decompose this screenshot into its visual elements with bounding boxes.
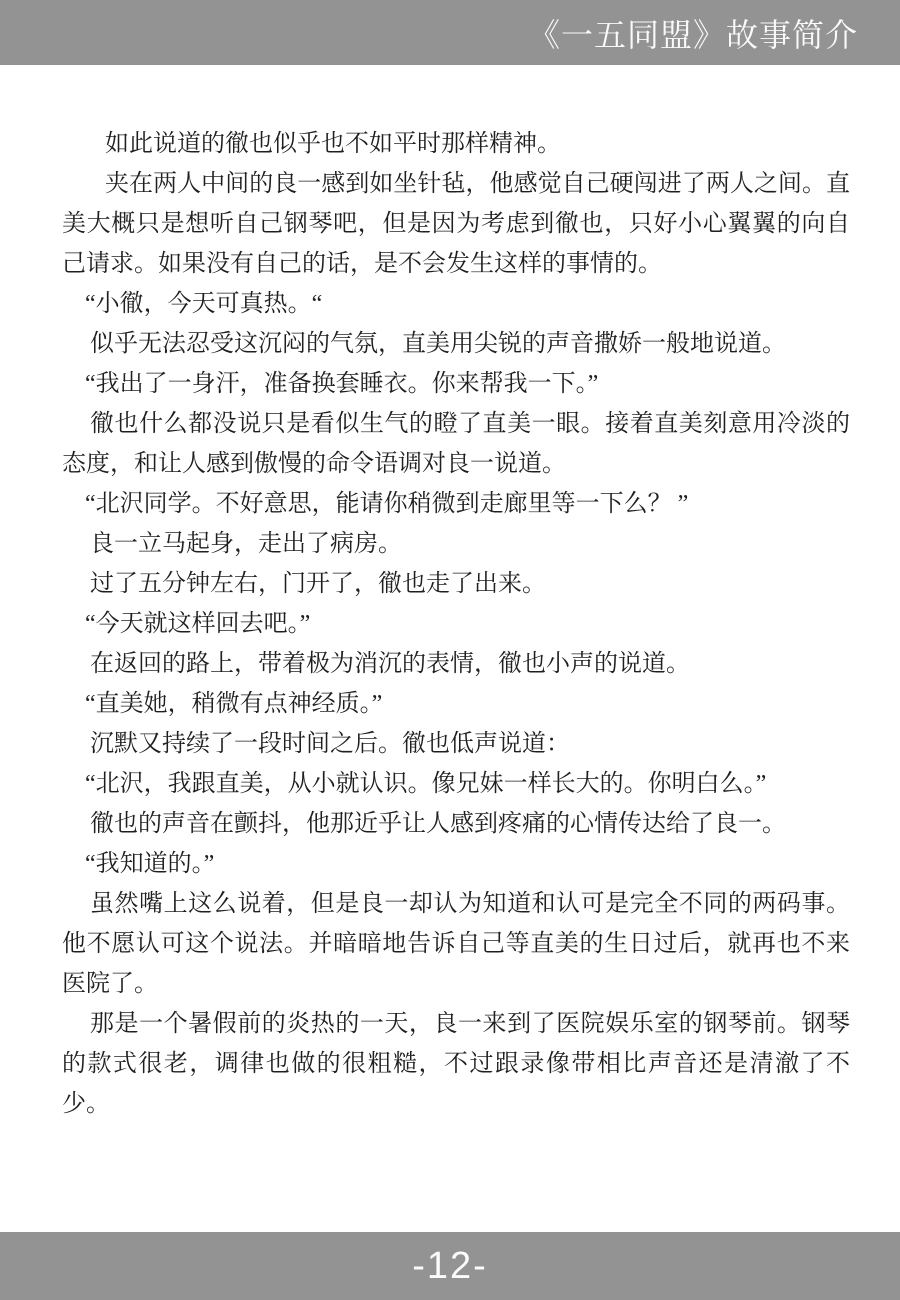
- story-text-area: [0, 65, 900, 1124]
- paragraph: 似乎无法忍受这沉闷的气氛，直美用尖锐的声音撒娇一般地说道。: [90, 331, 786, 357]
- paragraph: 徹也什么都没说只是看似生气的瞪了直美一眼。接着直美刻意用冷淡的态度，和让人感到傲慢的命令语调对良一说道。: [62, 411, 850, 477]
- paragraph: 徹也的声音在颤抖，他那近乎让人感到疼痛的心情传达给了良一。: [90, 811, 786, 837]
- paragraph: 夹在两人中间的良一感到如坐针毡，他感觉自己硬闯进了两人之间。直美大概只是想听自己钢琴吧，但是因为考虑到徹也，只好小心翼翼的向自己请求。如果没有自己的话，是不会发生这样的事情的。: [62, 171, 850, 277]
- paragraph: 良一立马起身，走出了病房。: [90, 531, 402, 557]
- footer-bar: [0, 1232, 900, 1300]
- paragraph: “北沢，我跟直美，从小就认识。像兄妹一样长大的。你明白么。”: [85, 771, 767, 797]
- paragraph: 过了五分钟左右，门开了，徹也走了出来。: [90, 571, 546, 597]
- page-number: -12-: [412, 1244, 488, 1287]
- paragraph: 虽然嘴上这么说着，但是良一却认为知道和认可是完全不同的两码事。他不愿认可这个说法。并暗暗地告诉自己等直美的生日过后，就再也不来医院了。: [62, 891, 850, 997]
- paragraph: “我知道的。”: [85, 851, 215, 877]
- paragraph: “我出了一身汗，准备换套睡衣。你来帮我一下。”: [85, 371, 599, 397]
- paragraph: “北沢同学。不好意思，能请你稍微到走廊里等一下么？ ”: [85, 491, 689, 517]
- paragraph: “直美她，稍微有点神经质。”: [85, 691, 383, 717]
- page-title: 《一五同盟》故事简介: [527, 16, 858, 53]
- paragraph: 沉默又持续了一段时间之后。徹也低声说道：: [90, 731, 570, 757]
- header-bar: [0, 0, 900, 65]
- paragraph: “今天就这样回去吧。”: [85, 611, 311, 637]
- paragraph: 那是一个暑假前的炎热的一天，良一来到了医院娱乐室的钢琴前。钢琴的款式很老，调律也做的很粗糙，不过跟录像带相比声音还是清澈了不少。: [62, 1011, 850, 1117]
- paragraph: 如此说道的徹也似乎也不如平时那样精神。: [105, 131, 561, 157]
- paragraph: “小徹，今天可真热。“: [85, 291, 323, 317]
- paragraph: 在返回的路上，带着极为消沉的表情，徹也小声的说道。: [90, 651, 690, 677]
